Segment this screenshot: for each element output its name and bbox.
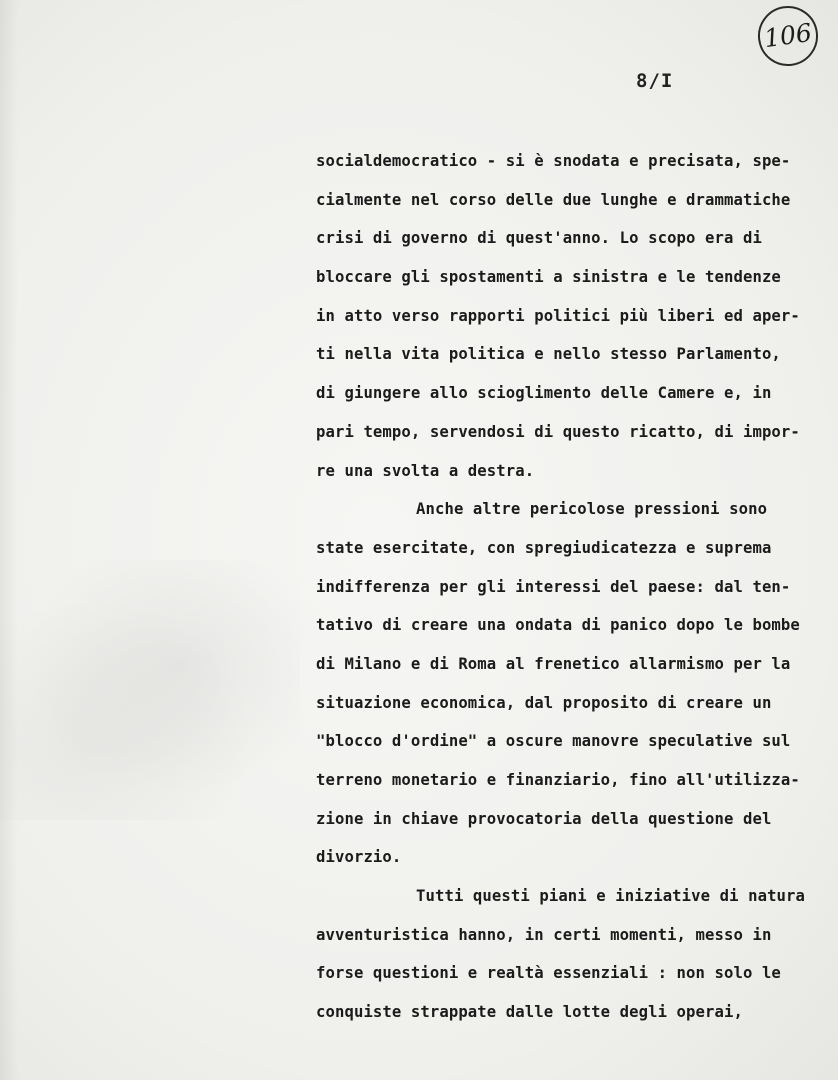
text-line: Tutti questi piani e iniziative di natura (416, 887, 806, 906)
text-line: conquiste strappate dalle lotte degli operai, (316, 1003, 743, 1022)
text-line: in atto verso rapporti politici più liberi ed aper- (316, 306, 800, 325)
text-line: forse questioni e realtà essenziali : non solo le (316, 964, 781, 983)
text-line: crisi di governo di quest'anno. Lo scopo era di (316, 229, 762, 248)
text-line: "blocco d'ordine" a oscure manovre speculative sul (316, 732, 791, 751)
text-line: bloccare gli spostamenti a sinistra e le tendenze (316, 268, 781, 287)
folio-number: 106 (762, 17, 814, 54)
text-line: divorzio. (316, 848, 402, 867)
text-line: ti nella vita politica e nello stesso Parlamento, (316, 345, 781, 364)
text-line: socialdemocratico - si è snodata e precisata, spe- (316, 152, 791, 170)
typewritten-body (316, 142, 836, 1032)
text-line: terreno monetario e finanziario, fino all'utilizza- (316, 771, 800, 789)
text-line: zione in chiave provocatoria della questione del (316, 809, 772, 828)
handwritten-folio-mark (754, 2, 822, 70)
text-line: re una svolta a destra. (316, 461, 535, 480)
text-line: situazione economica, dal proposito di creare un (316, 693, 772, 712)
text-line: di giungere allo scioglimento delle Camere e, in (316, 384, 772, 403)
text-line: cialmente nel corso delle due lunghe e drammatiche (316, 190, 791, 209)
text-line: indifferenza per gli interessi del paese: dal ten- (316, 577, 791, 596)
text-line: di Milano e di Roma al frenetico allarmismo per la (316, 654, 791, 673)
text-line: Anche altre pericolose pressioni sono (416, 500, 768, 519)
reverse-side-bleed (0, 560, 300, 820)
text-line: avventuristica hanno, in certi momenti, messo in (316, 925, 772, 944)
text-line: state esercitate, con spregiudicatezza e suprema (316, 538, 772, 557)
text-line: pari tempo, servendosi di questo ricatto, di impor- (316, 422, 800, 441)
scan-edge-shadow (0, 0, 18, 1080)
text-line: tativo di creare una ondata di panico dopo le bombe (316, 616, 800, 635)
page-number: 8/I (636, 70, 674, 92)
